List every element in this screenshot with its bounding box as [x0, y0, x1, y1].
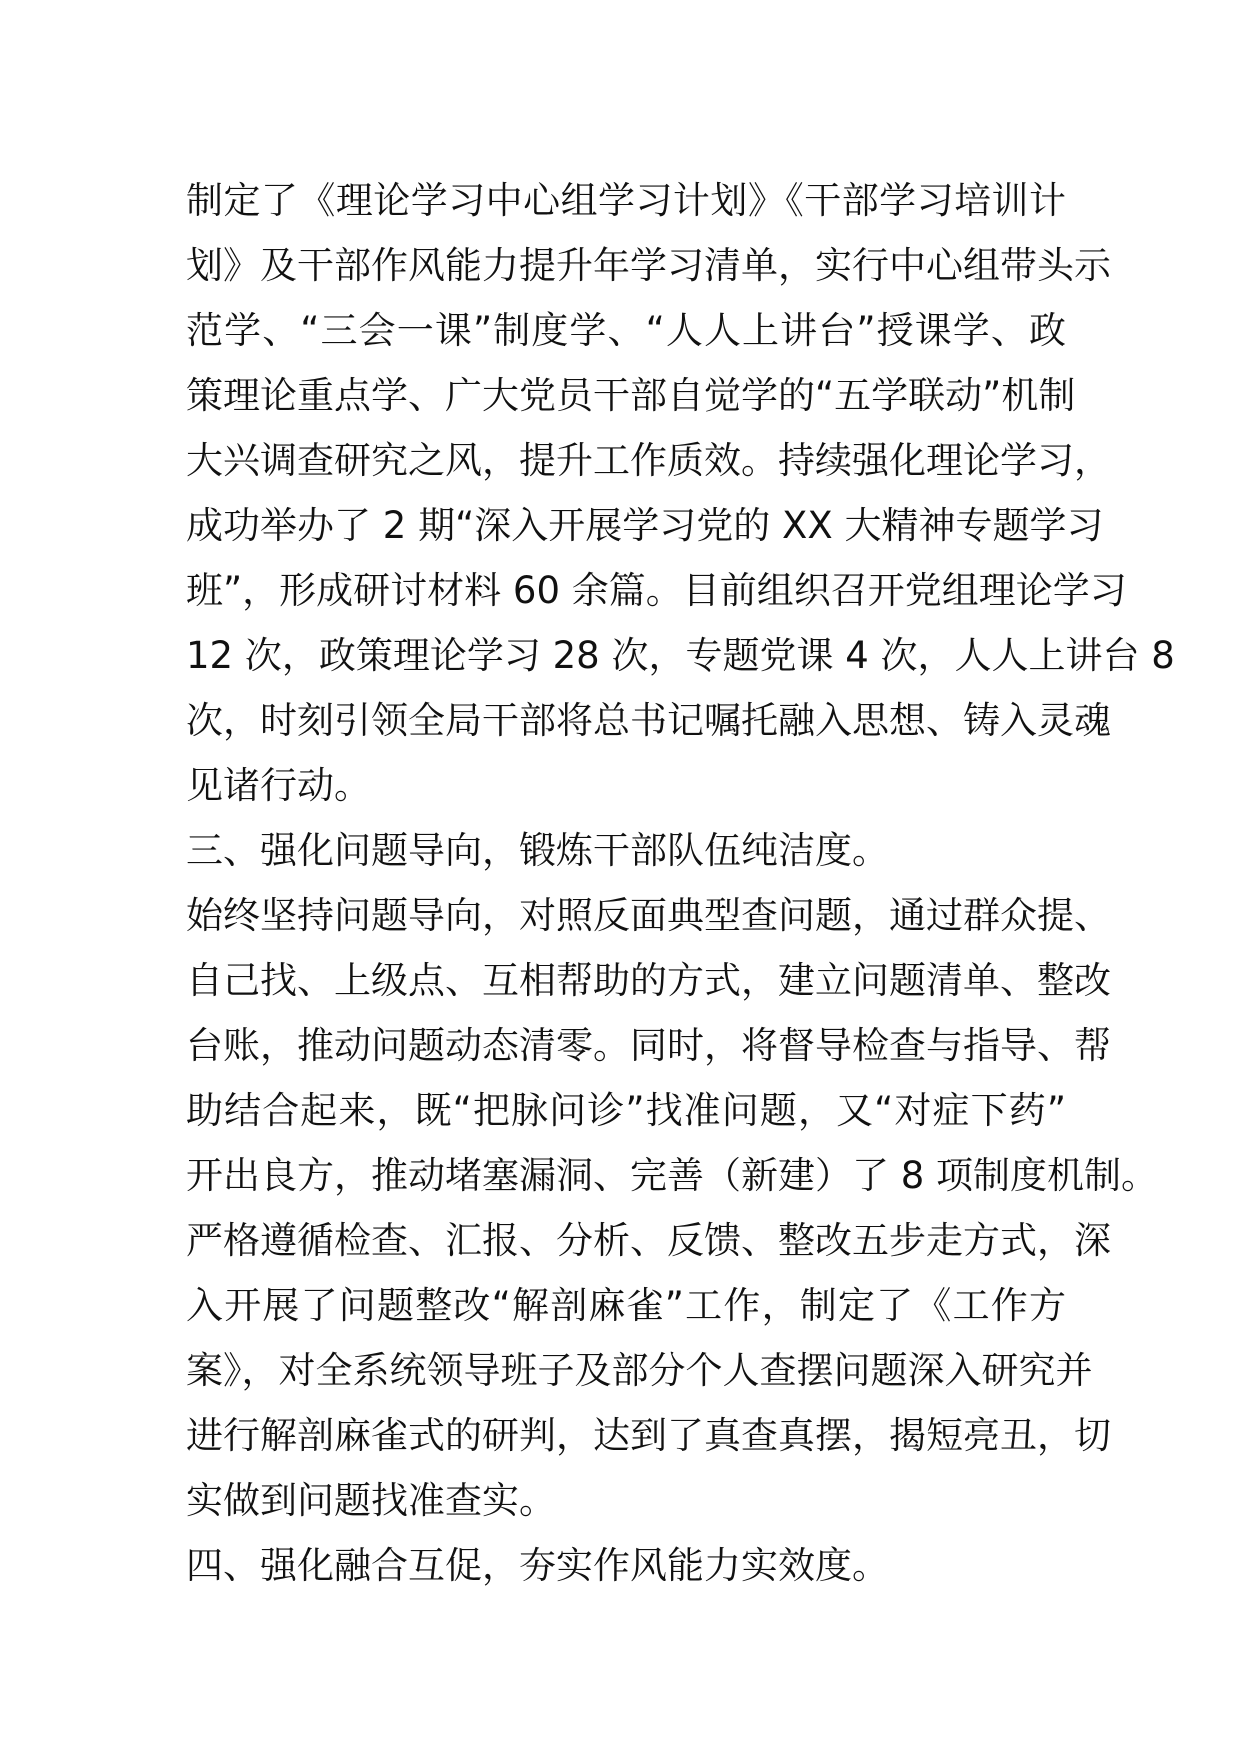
body-line: 始终坚持问题导向，对照反面典型查问题，通过群众提、 — [186, 894, 1111, 937]
body-line: 严格遵循检查、汇报、分析、反馈、整改五步走方式，深 — [186, 1219, 1111, 1262]
paragraph-end-line: 见诸行动。 — [186, 764, 371, 807]
body-line: 策理论重点学、广大党员干部自觉学的“五学联动”机制 — [186, 374, 1076, 417]
body-line: 划》及干部作风能力提升年学习清单，实行中心组带头示 — [186, 244, 1111, 287]
body-line: 大兴调查研究之风，提升工作质效。持续强化理论学习， — [186, 439, 1111, 482]
body-line: 进行解剖麻雀式的研判，达到了真查真摆，揭短亮丑，切 — [186, 1414, 1111, 1457]
body-line: 12 次，政策理论学习 28 次，专题党课 4 次，人人上讲台 8 — [186, 634, 1175, 677]
section-heading-4: 四、强化融合互促，夯实作风能力实效度。 — [186, 1544, 889, 1587]
paragraph-end-line: 实做到问题找准查实。 — [186, 1479, 556, 1522]
body-line: 成功举办了 2 期“深入开展学习党的 XX 大精神专题学习 — [186, 504, 1104, 547]
body-line: 开出良方，推动堵塞漏洞、完善（新建）了 8 项制度机制。 — [186, 1154, 1159, 1197]
body-line: 班”，形成研讨材料 60 余篇。目前组织召开党组理论学习 — [186, 569, 1127, 612]
body-line: 范学、“三会一课”制度学、“人人上讲台”授课学、政 — [186, 309, 1066, 352]
body-line: 案》，对全系统领导班子及部分个人查摆问题深入研究并 — [186, 1349, 1093, 1392]
body-line: 制定了《理论学习中心组学习计划》《干部学习培训计 — [186, 179, 1066, 222]
body-line: 入开展了问题整改“解剖麻雀”工作，制定了《工作方 — [186, 1284, 1066, 1327]
section-heading-3: 三、强化问题导向，锻炼干部队伍纯洁度。 — [186, 829, 889, 872]
body-line: 助结合起来，既“把脉问诊”找准问题，又“对症下药” — [186, 1089, 1066, 1132]
document-body — [186, 168, 1175, 1598]
body-line: 次，时刻引领全局干部将总书记嘱托融入思想、铸入灵魂 — [186, 699, 1111, 742]
body-line: 台账，推动问题动态清零。同时，将督导检查与指导、帮 — [186, 1024, 1111, 1067]
body-line: 自己找、上级点、互相帮助的方式，建立问题清单、整改 — [186, 959, 1111, 1002]
